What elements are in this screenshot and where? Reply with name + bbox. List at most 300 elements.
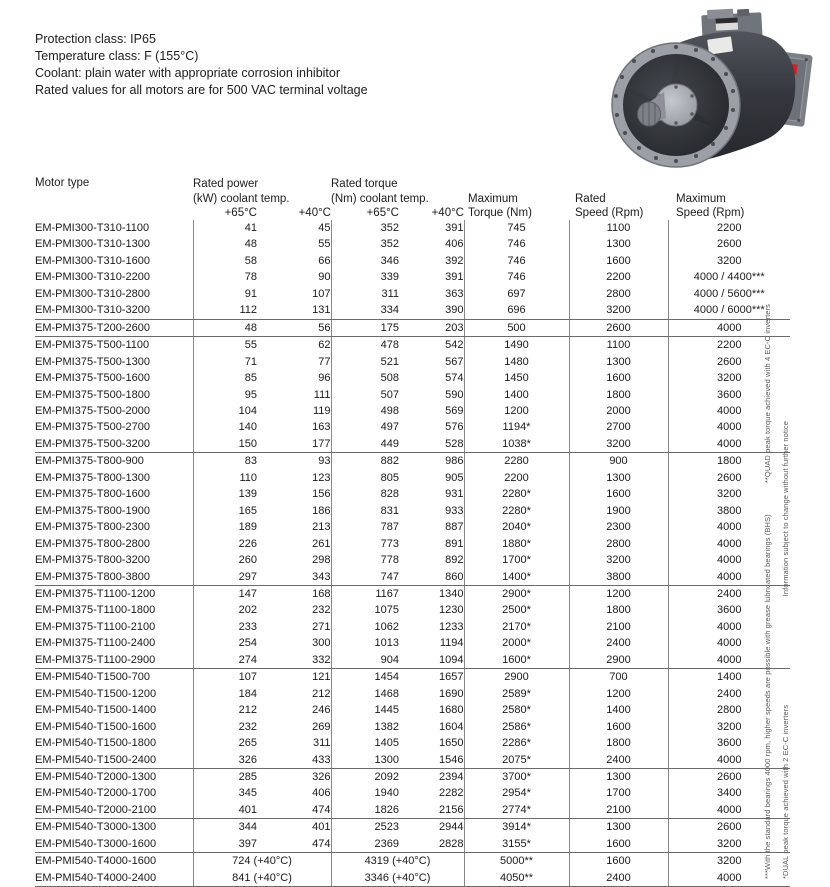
cell-max-speed: 3600 (717, 388, 742, 401)
header-rated-speed: Rated Speed (Rpm) (575, 193, 644, 219)
cell-motor-type: EM-PMI375-T1100-2100 (35, 619, 193, 635)
cell-motor-type: EM-PMI540-T1500-700 (35, 669, 193, 686)
cell-torque-40: 390 (399, 302, 464, 319)
cell-power-65: 91 (244, 287, 257, 300)
cell-max-speed: 4000 (717, 637, 742, 650)
cell-max-torque: 2280* (464, 486, 569, 502)
cell-power-40: 474 (257, 836, 331, 853)
cell-power-65: 85 (244, 372, 257, 385)
cell-motor-type: EM-PMI375-T1100-1800 (35, 602, 193, 618)
cell-rated-speed: 3200 (569, 436, 668, 453)
cell-power-65: 184 (238, 687, 257, 700)
cell-torque-40: 590 (399, 387, 464, 403)
cell-max-speed: 2200 (717, 339, 742, 352)
cell-motor-type: EM-PMI540-T1500-1200 (35, 686, 193, 702)
table-row (35, 552, 790, 568)
cell-motor-type: EM-PMI375-T800-1300 (35, 470, 193, 486)
table-header (35, 176, 790, 220)
cell-torque-65: 1167 (375, 587, 399, 600)
table-row (35, 853, 790, 870)
cell-motor-type: EM-PMI375-T500-3200 (35, 436, 193, 453)
cell-power-65: 55 (244, 339, 257, 352)
motor-info-block (35, 31, 368, 99)
table-row (35, 337, 790, 354)
cell-max-torque: 1600* (464, 652, 569, 669)
cell-torque-65: 497 (380, 421, 399, 434)
cell-power-65: 254 (238, 637, 257, 650)
cell-max-speed: 3200 (717, 855, 742, 868)
cell-max-speed: 3600 (717, 604, 742, 617)
cell-power-65: 401 (193, 802, 257, 819)
cell-power-65: 226 (238, 537, 257, 550)
cell-torque-65: 352 (380, 222, 399, 234)
header-max-torque: Maximum Torque (Nm) (468, 193, 532, 219)
header-torque-coolant: (Nm) coolant temp. (331, 192, 429, 205)
cell-rated-speed: 2100 (569, 619, 668, 635)
table-row (35, 470, 790, 486)
cell-max-speed: 2400 (717, 587, 742, 600)
cell-rated-speed: 1300 (569, 819, 668, 836)
cell-power-40: 232 (257, 602, 331, 618)
cell-rated-speed: 2400 (569, 752, 668, 769)
table-row (35, 486, 790, 502)
cell-power-40: 186 (257, 503, 331, 519)
footnote-bearings: ***With the standard bearings 4000 rpm, higher speeds are possible with grease lubricated bearings (BHS) (763, 514, 772, 879)
cell-power-40: 131 (257, 302, 331, 319)
cell-power-65: 397 (193, 836, 257, 853)
info-rated-values: Rated values for all motors are for 500 VAC terminal voltage (35, 83, 368, 97)
cell-rated-speed: 2200 (569, 269, 668, 285)
cell-rated-speed: 1600 (569, 853, 668, 870)
cell-max-torque: 2586* (464, 719, 569, 735)
cell-power-40: 62 (257, 337, 331, 354)
header-torque-65: +65°C (366, 207, 399, 219)
cell-max-speed: 4000 (668, 802, 790, 819)
cell-power-40: 55 (257, 236, 331, 252)
cell-torque-65: 904 (331, 652, 399, 669)
cell-torque-65: 1300 (331, 752, 399, 769)
header-motor-type: Motor type (35, 177, 90, 189)
cell-rated-speed: 1600 (569, 836, 668, 853)
cell-power-65: 202 (238, 604, 257, 617)
cell-rated-speed: 1800 (569, 735, 668, 751)
cell-rated-speed: 2300 (569, 519, 668, 535)
table-row (35, 669, 790, 686)
cell-rated-speed: 1600 (569, 253, 668, 269)
table-row (35, 302, 790, 319)
cell-motor-type: EM-PMI375-T500-1100 (35, 337, 193, 354)
header-rated-power: Rated power (193, 177, 259, 190)
cell-max-torque: 1450 (464, 370, 569, 386)
cell-power-65: 110 (239, 471, 257, 484)
table-row (35, 403, 790, 419)
cell-power-65: 83 (244, 455, 257, 468)
cell-power-40: 401 (257, 819, 331, 836)
cell-torque-65: 521 (380, 355, 399, 368)
cell-motor-type: EM-PMI375-T800-1900 (35, 503, 193, 519)
cell-motor-type: EM-PMI540-T4000-2400 (35, 870, 193, 887)
header-power-40: +40°C (298, 207, 331, 219)
cell-power-65: 260 (238, 554, 257, 567)
cell-max-torque: 746 (464, 236, 569, 252)
cell-torque-65: 1075 (374, 604, 399, 617)
cell-max-torque: 1700* (464, 552, 569, 568)
cell-power-40: 163 (257, 419, 331, 435)
footnote-disclaimer: Information subject to change without further notice (781, 421, 790, 597)
cell-torque-65: 1826 (331, 802, 399, 819)
cell-rated-speed: 2900 (569, 652, 668, 669)
cell-max-speed: 4000 / 5600*** (693, 287, 765, 300)
cell-torque-40: 203 (399, 319, 464, 336)
table-row (35, 785, 790, 801)
table-row (35, 519, 790, 535)
table-row (35, 752, 790, 769)
cell-motor-type: EM-PMI540-T2000-1300 (35, 768, 193, 785)
cell-rated-speed: 1100 (569, 337, 668, 354)
cell-max-torque: 2900* (464, 585, 569, 602)
cell-torque-40: 1546 (399, 752, 464, 769)
cell-power-40: 111 (257, 387, 331, 403)
cell-power-40: 168 (257, 585, 331, 602)
cell-torque-65: 787 (380, 521, 399, 534)
cell-motor-type: EM-PMI375-T1100-2400 (35, 635, 193, 651)
cell-max-torque: 1194* (464, 419, 569, 435)
cell-torque-65: 778 (380, 554, 399, 567)
cell-power-65: 139 (238, 488, 257, 501)
cell-rated-speed: 1300 (569, 354, 668, 370)
cell-rated-speed: 1800 (569, 387, 668, 403)
cell-power-65: 112 (193, 302, 257, 319)
cell-torque-65: 1405 (374, 737, 399, 750)
cell-max-torque: 1480 (464, 354, 569, 370)
cell-max-speed: 3200 (668, 836, 790, 853)
cell-power-40: 269 (257, 719, 331, 735)
cell-rated-speed: 2400 (569, 870, 668, 887)
cell-motor-type: EM-PMI375-T800-3800 (35, 569, 193, 586)
cell-power-65: 150 (193, 436, 257, 453)
table-row (35, 870, 790, 887)
cell-torque-40: 892 (399, 552, 464, 568)
cell-rated-speed: 700 (569, 669, 668, 686)
table-row (35, 585, 790, 602)
table-row (35, 702, 790, 718)
cell-power-40: 261 (257, 536, 331, 552)
cell-rated-speed: 2100 (569, 802, 668, 819)
cell-power-65: 344 (238, 821, 257, 834)
cell-power-40: 123 (257, 470, 331, 486)
table-row (35, 236, 790, 252)
table-row (35, 436, 790, 453)
cell-max-torque: 2589* (464, 686, 569, 702)
cell-max-speed: 3200 (717, 720, 742, 733)
cell-max-torque: 746 (464, 269, 569, 285)
cell-torque-40: 1690 (399, 686, 464, 702)
cell-rated-speed: 1900 (569, 503, 668, 519)
cell-max-speed: 4000 (668, 652, 790, 669)
cell-power-65: 107 (238, 671, 257, 684)
cell-power-40: 121 (257, 669, 331, 686)
cell-max-speed: 4000 / 4400*** (693, 271, 765, 284)
cell-torque-65: 1940 (374, 787, 399, 800)
cell-power-40: 332 (257, 652, 331, 669)
cell-torque-40: 986 (399, 453, 464, 470)
cell-max-torque: 2170* (464, 619, 569, 635)
table-row (35, 253, 790, 269)
table-row (35, 768, 790, 785)
header-power-coolant: (kW) coolant temp. (193, 192, 290, 205)
cell-rated-speed: 1300 (569, 768, 668, 785)
table-row (35, 354, 790, 370)
cell-torque-65: 1382 (374, 720, 399, 733)
cell-torque-65: 352 (380, 238, 399, 251)
cell-torque-40: 542 (399, 337, 464, 354)
cell-torque-40: 576 (399, 419, 464, 435)
cell-max-torque: 3700* (464, 768, 569, 785)
cell-max-speed: 4000 (717, 537, 742, 550)
cell-torque-65: 1468 (374, 687, 399, 700)
cell-torque-65: 1445 (374, 704, 399, 717)
cell-power-40: 406 (257, 785, 331, 801)
cell-torque-65: 339 (380, 271, 399, 284)
cell-power-40: 119 (257, 403, 331, 419)
cell-torque-40: 1680 (399, 702, 464, 718)
cell-max-torque: 2954* (464, 785, 569, 801)
cell-motor-type: EM-PMI375-T1100-1200 (35, 585, 193, 602)
cell-torque-40: 1657 (399, 669, 464, 686)
cell-power-40: 90 (257, 269, 331, 285)
cell-max-speed: 4000 (717, 404, 742, 417)
cell-max-torque: 2280* (464, 503, 569, 519)
cell-max-torque: 1038* (464, 436, 569, 453)
cell-motor-type: EM-PMI540-T2000-2100 (35, 802, 193, 819)
cell-motor-type: EM-PMI540-T4000-1600 (35, 853, 193, 870)
cell-torque-40: 391 (399, 220, 464, 236)
cell-motor-type: EM-PMI540-T1500-1800 (35, 735, 193, 751)
table-row (35, 719, 790, 735)
cell-max-torque: 4050** (464, 870, 569, 887)
footnote-column-2 (781, 421, 790, 879)
cell-torque-40: 363 (399, 286, 464, 302)
cell-max-torque: 745 (464, 220, 569, 236)
cell-power-40: 300 (257, 635, 331, 651)
cell-motor-type: EM-PMI300-T310-1300 (35, 236, 193, 252)
cell-power-40: 177 (257, 436, 331, 453)
cell-max-speed: 3200 (717, 372, 742, 385)
cell-rated-speed: 2800 (569, 286, 668, 302)
cell-max-torque: 5000** (464, 853, 569, 870)
cell-max-torque: 3155* (464, 836, 569, 853)
cell-max-speed: 2600 (717, 355, 742, 368)
cell-motor-type: EM-PMI300-T310-1600 (35, 253, 193, 269)
cell-max-speed: 2600 (717, 821, 742, 834)
cell-power-65: 48 (193, 319, 257, 336)
cell-motor-type: EM-PMI300-T310-3200 (35, 302, 193, 319)
cell-rated-speed: 2000 (569, 403, 668, 419)
cell-power-65: 232 (238, 720, 257, 733)
cell-rated-speed: 1400 (569, 702, 668, 718)
cell-power-40: 213 (257, 519, 331, 535)
info-coolant: Coolant: plain water with appropriate corrosion inhibitor (35, 66, 341, 80)
cell-motor-type: EM-PMI375-T500-1300 (35, 354, 193, 370)
cell-rated-speed: 1100 (569, 220, 668, 236)
cell-max-speed: 2200 (717, 222, 742, 234)
cell-max-torque: 2200 (464, 470, 569, 486)
cell-max-speed: 4000 (717, 554, 742, 567)
cell-power-65: 78 (244, 271, 257, 284)
table-row (35, 503, 790, 519)
cell-max-torque: 2000* (464, 635, 569, 651)
cell-rated-speed: 3200 (569, 552, 668, 568)
cell-torque-40: 887 (399, 519, 464, 535)
cell-power-65: 345 (238, 787, 257, 800)
cell-power-40: 271 (257, 619, 331, 635)
cell-power-65: 189 (238, 521, 257, 534)
cell-power-40: 45 (257, 220, 331, 236)
cell-torque-65: 311 (381, 287, 399, 300)
cell-torque-40: 2944 (399, 819, 464, 836)
cell-torque-65: 508 (380, 372, 399, 385)
cell-max-speed: 4000 (668, 319, 790, 336)
table-row (35, 419, 790, 435)
cell-motor-type: EM-PMI375-T800-2800 (35, 536, 193, 552)
cell-max-speed: 1400 (717, 671, 742, 684)
cell-power-40: 343 (257, 569, 331, 586)
cell-power-40: 56 (257, 319, 331, 336)
cell-torque-65: 805 (380, 471, 399, 484)
cell-torque-40: 406 (399, 236, 464, 252)
cell-motor-type: EM-PMI375-T1100-2900 (35, 652, 193, 669)
cell-torque-65: 175 (331, 319, 399, 336)
cell-torque-40: 933 (399, 503, 464, 519)
cell-rated-speed: 3200 (569, 302, 668, 319)
table-row (35, 370, 790, 386)
cell-torque-65: 2523 (374, 821, 399, 834)
motor-spec-table (35, 176, 790, 887)
cell-rated-power: 841 (+40°C) (193, 870, 331, 887)
cell-rated-speed: 1800 (569, 602, 668, 618)
cell-rated-speed: 3800 (569, 569, 668, 586)
cell-power-65: 233 (238, 620, 257, 633)
cell-max-speed: 4000 / 6000*** (668, 302, 790, 319)
cell-torque-65: 1062 (374, 620, 399, 633)
cell-rated-torque: 3346 (+40°C) (331, 870, 464, 887)
cell-rated-speed: 2400 (569, 635, 668, 651)
cell-power-40: 156 (257, 486, 331, 502)
cell-max-speed: 2400 (717, 687, 742, 700)
cell-motor-type: EM-PMI375-T200-2600 (35, 319, 193, 336)
cell-max-torque: 2040* (464, 519, 569, 535)
cell-torque-65: 747 (331, 569, 399, 586)
cell-max-torque: 1400* (464, 569, 569, 586)
cell-max-torque: 2286* (464, 735, 569, 751)
cell-rated-speed: 1300 (569, 470, 668, 486)
cell-max-torque: 2580* (464, 702, 569, 718)
cell-max-speed: 3200 (717, 254, 742, 267)
cell-max-torque: 697 (464, 286, 569, 302)
cell-rated-speed: 1200 (569, 686, 668, 702)
cell-power-40: 96 (257, 370, 331, 386)
cell-power-65: 147 (238, 587, 257, 600)
table-row (35, 802, 790, 819)
table-row (35, 569, 790, 586)
cell-motor-type: EM-PMI375-T500-1800 (35, 387, 193, 403)
cell-power-40: 311 (257, 735, 331, 751)
cell-torque-65: 478 (380, 339, 399, 352)
cell-power-65: 165 (238, 504, 257, 517)
cell-max-torque: 2500* (464, 602, 569, 618)
cell-torque-65: 334 (331, 302, 399, 319)
header-torque-40: +40°C (431, 207, 464, 219)
cell-power-40: 66 (257, 253, 331, 269)
cell-torque-65: 2369 (331, 836, 399, 853)
cell-max-speed: 3600 (717, 737, 742, 750)
cell-motor-type: EM-PMI375-T500-2000 (35, 403, 193, 419)
cell-rated-torque: 4319 (+40°C) (331, 853, 464, 870)
cell-max-torque: 2774* (464, 802, 569, 819)
cell-power-65: 140 (238, 421, 257, 434)
cell-rated-speed: 2800 (569, 536, 668, 552)
cell-torque-40: 1340 (399, 585, 464, 602)
cell-torque-65: 1013 (374, 637, 399, 650)
cell-motor-type: EM-PMI375-T800-1600 (35, 486, 193, 502)
cell-max-torque: 1400 (464, 387, 569, 403)
cell-motor-type: EM-PMI540-T2000-1700 (35, 785, 193, 801)
footnote-quad: **QUAD peak torque achieved with 4 EC-C inverters (763, 304, 772, 484)
cell-motor-type: EM-PMI375-T500-2700 (35, 419, 193, 435)
table-row (35, 619, 790, 635)
cell-power-40: 298 (257, 552, 331, 568)
cell-power-40: 77 (257, 354, 331, 370)
cell-rated-speed: 1600 (569, 486, 668, 502)
cell-power-65: 212 (238, 704, 257, 717)
cell-max-torque: 2075* (464, 752, 569, 769)
cell-power-65: 41 (244, 222, 257, 234)
header-max-speed: Maximum Speed (Rpm) (676, 193, 745, 219)
cell-max-torque: 3914* (464, 819, 569, 836)
table-row (35, 686, 790, 702)
cell-torque-40: 1230 (399, 602, 464, 618)
cell-max-speed: 2600 (717, 770, 742, 783)
cell-max-torque: 1880* (464, 536, 569, 552)
cell-power-65: 71 (244, 355, 257, 368)
cell-torque-40: 528 (399, 436, 464, 453)
cell-rated-speed: 1600 (569, 370, 668, 386)
cell-max-torque: 2900 (464, 669, 569, 686)
cell-motor-type: EM-PMI375-T800-2300 (35, 519, 193, 535)
cell-torque-40: 931 (399, 486, 464, 502)
cell-rated-speed: 1300 (569, 236, 668, 252)
table-row (35, 269, 790, 285)
cell-max-speed: 4000 (668, 752, 790, 769)
table-row (35, 536, 790, 552)
cell-max-speed: 2600 (717, 471, 742, 484)
cell-max-speed: 4000 (717, 521, 742, 534)
cell-motor-type: EM-PMI300-T310-2200 (35, 269, 193, 285)
cell-rated-power: 724 (+40°C) (193, 853, 331, 870)
cell-max-speed: 3200 (717, 488, 742, 501)
cell-torque-40: 1194 (399, 635, 464, 651)
cell-rated-speed: 900 (569, 453, 668, 470)
cell-motor-type: EM-PMI540-T1500-1600 (35, 719, 193, 735)
table-row (35, 635, 790, 651)
cell-torque-65: 346 (380, 254, 399, 267)
table-row (35, 220, 790, 236)
cell-motor-type: EM-PMI300-T310-2800 (35, 286, 193, 302)
cell-torque-40: 574 (399, 370, 464, 386)
cell-max-speed: 4000 (717, 421, 742, 434)
cell-torque-40: 860 (399, 569, 464, 586)
cell-torque-40: 2394 (399, 768, 464, 785)
